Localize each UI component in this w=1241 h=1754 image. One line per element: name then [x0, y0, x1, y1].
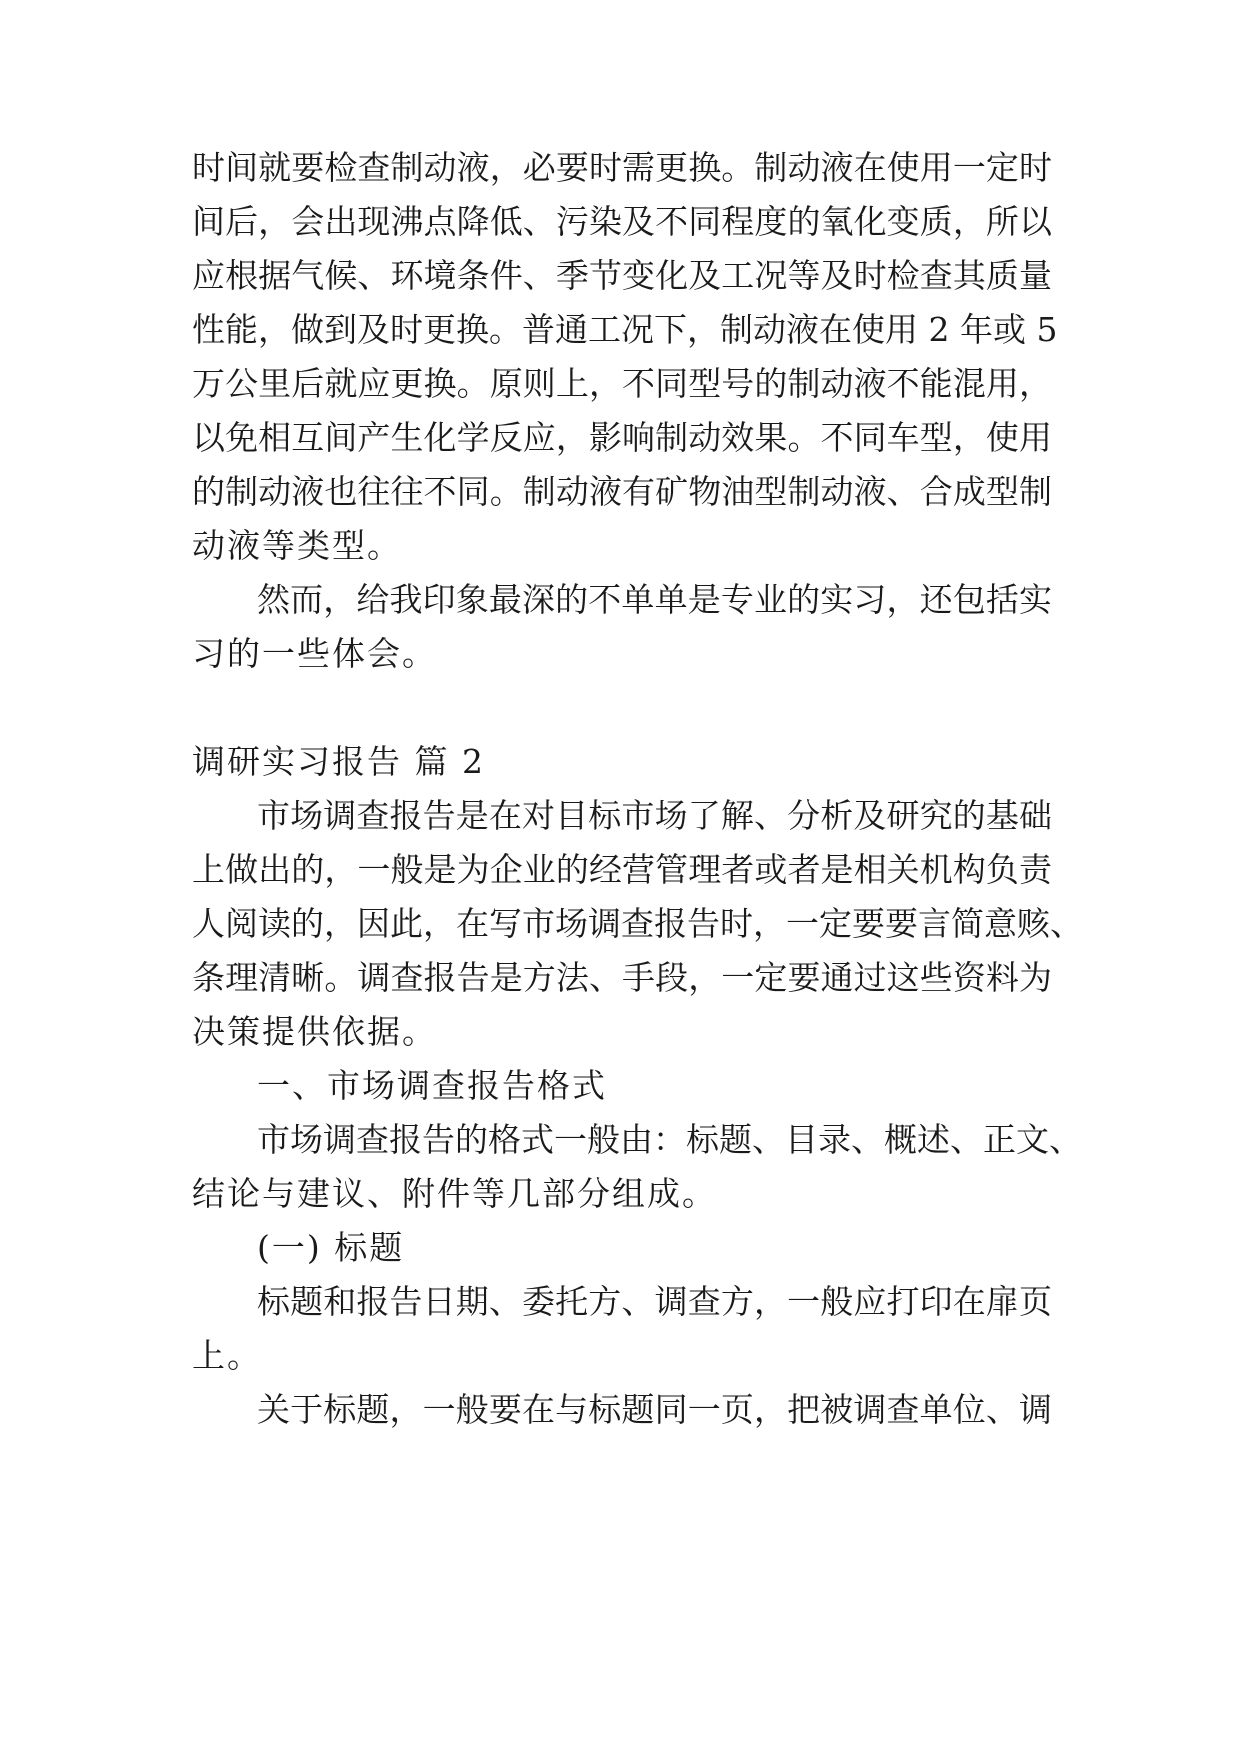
paragraph-line: 以免相互间产生化学反应，影响制动效果。不同车型，使用	[192, 418, 1052, 457]
paragraph-line: 人阅读的，因此，在写市场调查报告时，一定要要言简意赅、	[192, 904, 1083, 943]
paragraph-line: 市场调查报告是在对目标市场了解、分析及研究的基础	[257, 796, 1052, 835]
paragraph-line: 条理清晰。调查报告是方法、手段，一定要通过这些资料为	[192, 958, 1052, 997]
paragraph-line: 标题和报告日期、委托方、调查方，一般应打印在扉页	[257, 1282, 1052, 1321]
subheading: 一、市场调查报告格式	[257, 1066, 607, 1105]
paragraph-line: 上做出的，一般是为企业的经营管理者或者是相关机构负责	[192, 850, 1052, 889]
paragraph-line: 时间就要检查制动液，必要时需更换。制动液在使用一定时	[192, 148, 1052, 187]
paragraph-line: 性能，做到及时更换。普通工况下，制动液在使用 2 年或 5	[192, 310, 1058, 349]
paragraph-line: 习的一些体会。	[192, 634, 437, 673]
paragraph-line: 动液等类型。	[192, 526, 402, 565]
paragraph-line: 然而，给我印象最深的不单单是专业的实习，还包括实	[257, 580, 1052, 619]
paragraph-line: 万公里后就应更换。原则上，不同型号的制动液不能混用，	[192, 364, 1052, 403]
paragraph-line: 关于标题，一般要在与标题同一页，把被调查单位、调	[257, 1390, 1052, 1429]
paragraph-line: 上。	[192, 1336, 262, 1375]
subheading: (一) 标题	[257, 1228, 405, 1267]
paragraph-line: 结论与建议、附件等几部分组成。	[192, 1174, 717, 1213]
paragraph-line: 应根据气候、环境条件、季节变化及工况等及时检查其质量	[192, 256, 1052, 295]
paragraph-line: 的制动液也往往不同。制动液有矿物油型制动液、合成型制	[192, 472, 1052, 511]
section-heading: 调研实习报告 篇 2	[192, 742, 485, 781]
paragraph-line: 市场调查报告的格式一般由：标题、目录、概述、正文、	[257, 1120, 1082, 1159]
paragraph-line: 决策提供依据。	[192, 1012, 437, 1051]
paragraph-line: 间后，会出现沸点降低、污染及不同程度的氧化变质，所以	[192, 202, 1052, 241]
